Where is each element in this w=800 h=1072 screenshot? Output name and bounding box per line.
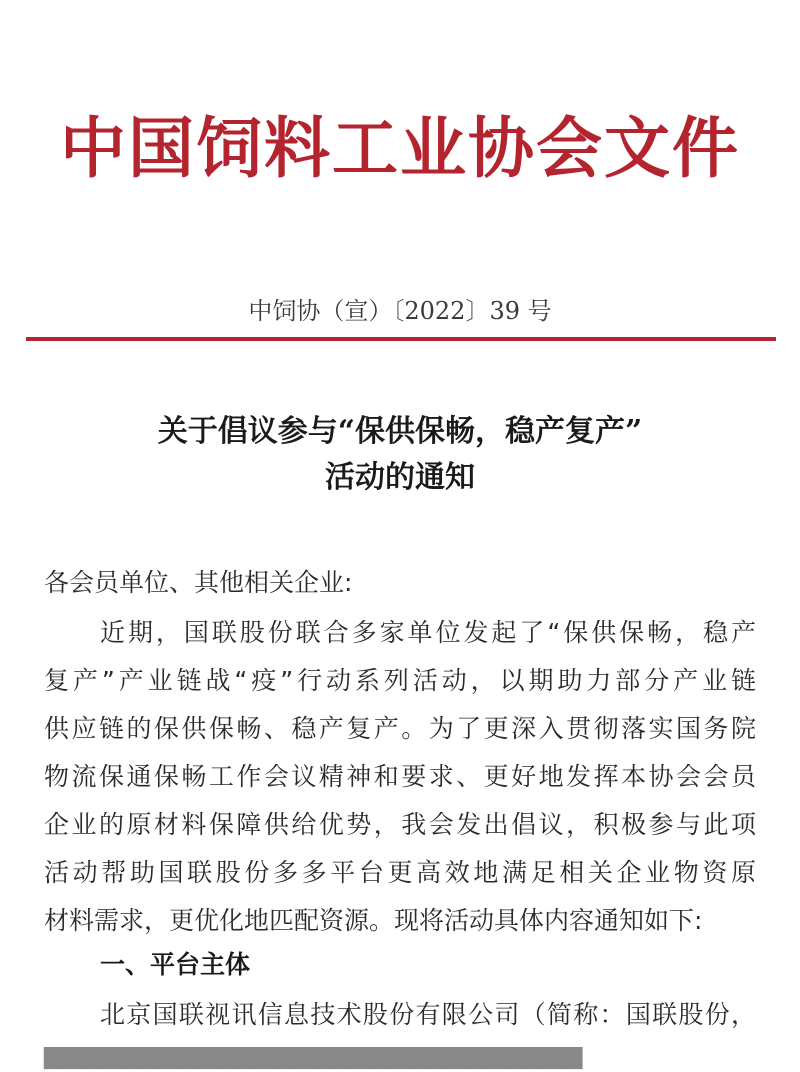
section-heading: 一、平台主体	[100, 950, 251, 979]
paragraph-line: 物流保通保畅工作会议精神和要求、更好地发挥本协会会员	[44, 762, 756, 791]
document-number: 中饲协（宣）〔2022〕39 号	[248, 297, 552, 325]
paragraph-line: 复产”产业链战“疫”行动系列活动，以期助力部分产业链	[44, 666, 756, 695]
red-divider-rule	[26, 337, 776, 341]
notice-title-line-1: 关于倡议参与“保供保畅，稳产复产”	[157, 414, 643, 449]
paragraph-line: 近期，国联股份联合多家单位发起了“保供保畅，稳产	[100, 618, 756, 647]
cropped-text-line: ▆▆▆▆▆▆▆▆▆▆▆▆▆▆▆▆▆▆▆▆▆▆▆▆▆▆▆▆	[44, 1040, 583, 1069]
notice-title-line-2: 活动的通知	[325, 460, 475, 495]
paragraph-line: 材料需求，更优化地匹配资源。现将活动具体内容通知如下:	[44, 906, 703, 935]
paragraph-line: 供应链的保供保畅、稳产复产。为了更深入贯彻落实国务院	[44, 714, 756, 743]
paragraph-line: 活动帮助国联股份多多平台更高效地满足相关企业物资原	[44, 858, 756, 887]
document-header-title: 中国饲料工业协会文件	[60, 109, 740, 187]
paragraph-line: 企业的原材料保障供给优势，我会发出倡议，积极参与此项	[44, 810, 756, 839]
paragraph-line: 北京国联视讯信息技术股份有限公司（简称：国联股份，	[100, 1000, 756, 1029]
salutation: 各会员单位、其他相关企业:	[44, 568, 353, 597]
